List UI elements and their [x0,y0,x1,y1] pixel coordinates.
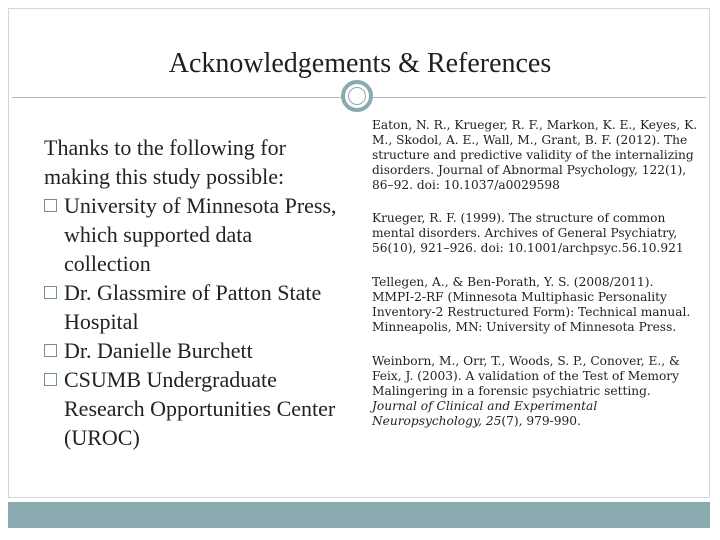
acknowledgement-text: Dr. Danielle Burchett [64,338,253,363]
acknowledgement-text: Dr. Glassmire of Patton State Hospital [64,280,322,334]
slide-title: Acknowledgements & References [168,48,552,79]
checkbox-bullet-icon [44,199,57,212]
reference-authors: Weinborn, M., Orr, T., Woods, S. P., Conover, E., & Feix, J. (2003). A validation of the Test of Memory Malingering in a forensic psychiatric setting. [372,354,680,398]
reference-journal: Journal of Clinical and Experimental Neuropsychology, 25 [372,399,598,428]
checkbox-bullet-icon [44,344,57,357]
divider-circle-ornament [341,80,373,112]
list-item [44,191,344,278]
reference-issue-pages: (7), 979-990. [501,414,581,428]
reference-entry: Tellegen, A., & Ben-Porath, Y. S. (2008/2011). MMPI-2-RF (Minnesota Multiphasic Personality Inventory-2 Restructured Form): Technical manual. Minneapolis, MN: University of Minnesota Press. [372,275,691,334]
list-item [44,365,344,452]
reference-entry: Eaton, N. R., Krueger, R. F., Markon, K. E., Keyes, K. M., Skodol, A. E., Wall, M., Grant, B. F. (2012). The structure and predictive validity of the internalizing disorders. Journal of Abnormal Psychology, 122(1), 86–92. doi: 10.1037/a0029598 [372,118,698,192]
acknowledgements-intro: Thanks to the following for making this study possible: [44,135,286,189]
acknowledgements-list [44,191,344,452]
acknowledgements-column [44,133,344,452]
list-item [44,278,344,336]
reference-entry [372,354,698,429]
checkbox-bullet-icon [44,286,57,299]
acknowledgement-text: University of Minnesota Press, which supported data collection [64,193,337,276]
checkbox-bullet-icon [44,373,57,386]
list-item [44,336,344,365]
reference-entry: Krueger, R. F. (1999). The structure of common mental disorders. Archives of General Psychiatry, 56(10), 921–926. doi: 10.1001/archpsyc.56.10.921 [372,211,684,255]
references-column [372,118,698,443]
acknowledgement-text: CSUMB Undergraduate Research Opportunities Center (UROC) [64,367,336,450]
footer-bar [8,502,710,528]
